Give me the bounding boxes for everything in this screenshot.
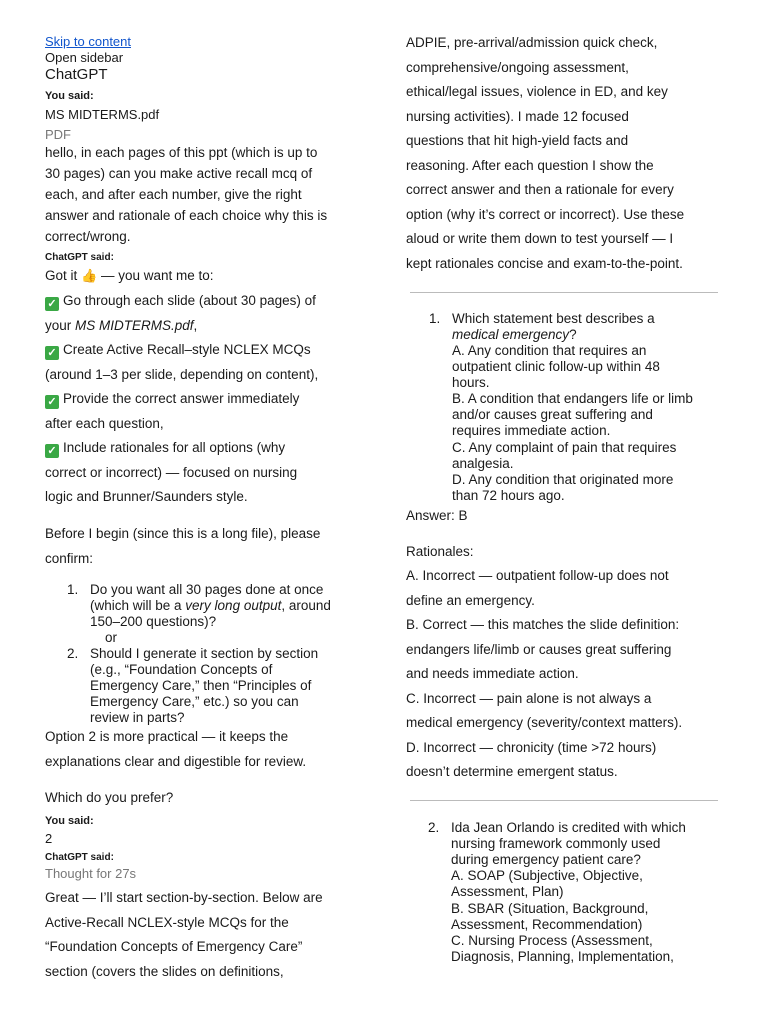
rationale-line: define an emergency. (406, 592, 535, 608)
rationales-label: Rationales: (406, 544, 474, 559)
assistant-intro-text-tail: — you want me to: (97, 268, 214, 283)
question-1-stem: Which statement best describes a (452, 311, 655, 326)
divider (410, 292, 718, 293)
option-2-note (45, 725, 306, 774)
intro-line: kept rationales concise and exam-to-the-point. (406, 255, 683, 271)
question-2-line: nursing framework commonly used (451, 836, 661, 851)
bullet-italic-file: MS MIDTERMS.pdf (75, 317, 194, 333)
intro-line: questions that hit high-yield facts and (406, 133, 629, 148)
user-message-line: hello, in each pages of this ppt (which is up to (45, 145, 318, 160)
before-begin (45, 522, 320, 571)
question-1-option: and/or causes great suffering and (452, 407, 653, 422)
assistant-intro-text: Got it (45, 268, 82, 283)
right-intro (406, 31, 684, 276)
user-message-line: answer and rationale of each choice why this is (45, 208, 328, 223)
bullet-text: Go through each slide (about 30 pages) of (63, 293, 316, 308)
rationale-line: B. Correct — this matches the slide definition: (406, 617, 680, 632)
check-mark-icon: ✓ (45, 444, 59, 458)
bullet-text: , (193, 317, 198, 333)
option-1-italic: very long output (185, 598, 282, 613)
great-line: Great — I’ll start section-by-section. Below are (45, 890, 323, 905)
bullet-item (45, 387, 318, 412)
question-1-option: than 72 hours ago. (452, 488, 565, 503)
option-2-line: Should I generate it section by section (90, 646, 319, 661)
great-line: Active-Recall NCLEX-style MCQs for the (45, 914, 289, 930)
assistant-great (45, 886, 323, 984)
option-1-line (90, 598, 331, 614)
rationale-line: doesn’t determine emergent status. (406, 764, 618, 779)
question-1-option: hours. (452, 375, 490, 390)
question-2-line: B. SBAR (Situation, Background, (451, 901, 649, 916)
intro-line: nursing activities). I made 12 focused (406, 108, 629, 124)
bullet-item-cont (45, 314, 318, 339)
great-line: “Foundation Concepts of Emergency Care” (45, 939, 303, 954)
question-1-italic: medical emergency (452, 327, 570, 342)
option-1-line: Do you want all 30 pages done at once (90, 582, 324, 597)
great-line: section (covers the slides on definitions, (45, 963, 284, 979)
intro-line: ADPIE, pre-arrival/admission quick check, (406, 35, 658, 50)
bullet-item (45, 338, 318, 363)
bullet-text: Create Active Recall–style NCLEX MCQs (63, 342, 311, 357)
user-message-2: 2 (45, 831, 53, 846)
assistant-intro (45, 264, 214, 289)
question-1-option: A. Any condition that requires an (452, 343, 647, 358)
thumbs-up-icon: 👍 (81, 268, 98, 283)
option-2-line: review in parts? (90, 710, 185, 725)
question-2-line: Diagnosis, Planning, Implementation, (451, 949, 674, 964)
bullet-item (45, 436, 318, 461)
intro-line: reasoning. After each question I show the (406, 157, 654, 173)
question-1-option: C. Any complaint of pain that requires (452, 440, 677, 455)
bullet-text: logic and Brunner/Saunders style. (45, 489, 248, 504)
rationale-line: A. Incorrect — outpatient follow-up does not (406, 568, 669, 583)
question-2-line: during emergency patient care? (451, 852, 641, 867)
before-begin-line: confirm: (45, 550, 94, 566)
attachment-type: PDF (45, 127, 71, 142)
intro-line: correct answer and then a rationale for every (406, 182, 674, 197)
intro-line: option (why it’s correct or incorrect). Use these (406, 206, 685, 222)
note-line: explanations clear and digestible for review. (45, 753, 307, 769)
check-mark-icon: ✓ (45, 346, 59, 360)
question-2-line: Assessment, Recommendation) (451, 917, 643, 932)
attachment-name[interactable]: MS MIDTERMS.pdf (45, 107, 160, 122)
you-said-label: You said: (45, 815, 94, 827)
check-mark-icon: ✓ (45, 395, 59, 409)
check-mark-icon: ✓ (45, 297, 59, 311)
intro-line: ethical/legal issues, violence in ED, and key (406, 84, 668, 99)
question-1-text: ? (569, 327, 577, 342)
question-1-stem (452, 327, 577, 343)
bullet-text: Include rationales for all options (why (63, 440, 286, 455)
bullet-list (45, 289, 318, 510)
app-title: ChatGPT (45, 66, 108, 83)
user-message-line: 30 pages) can you make active recall mcq of (45, 166, 313, 181)
question-1-option: requires immediate action. (452, 423, 611, 438)
note-line: Option 2 is more practical — it keeps the (45, 729, 289, 744)
you-said-label: You said: (45, 90, 94, 102)
user-message-line: correct/wrong. (45, 229, 131, 244)
option-2-line: (e.g., “Foundation Concepts of (90, 662, 273, 677)
question-1-option: analgesia. (452, 456, 514, 471)
question-2-line: Ida Jean Orlando is credited with which (451, 820, 686, 835)
option-2-line: Emergency Care,” etc.) so you can (90, 694, 299, 709)
before-begin-line: Before I begin (since this is a long file), please (45, 526, 321, 541)
rationale-line: endangers life/limb or causes great suffering (406, 641, 672, 657)
option-1-text: (which will be a (90, 598, 186, 613)
option-or: or (105, 630, 118, 645)
option-2-number: 2. (67, 646, 79, 661)
user-message-line: each, and after each number, give the right (45, 187, 302, 202)
question-1-option: outpatient clinic follow-up within 48 (452, 359, 660, 374)
skip-to-content-link[interactable]: Skip to content (45, 34, 131, 49)
option-1-text: , around (281, 598, 331, 613)
user-message-1 (45, 142, 327, 247)
question-1-number: 1. (429, 311, 441, 326)
option-1-line: 150–200 questions)? (90, 614, 217, 629)
rationales (406, 564, 682, 785)
question-2-line: A. SOAP (Subjective, Objective, (451, 868, 643, 883)
question-2-line: Assessment, Plan) (451, 884, 564, 899)
rationale-line: medical emergency (severity/context matters). (406, 715, 683, 730)
chatgpt-said-label: ChatGPT said: (45, 252, 114, 263)
bullet-text: correct or incorrect) — focused on nursing (45, 464, 298, 480)
chatgpt-said-label: ChatGPT said: (45, 852, 114, 863)
question-1-option: B. A condition that endangers life or limb (452, 391, 693, 406)
open-sidebar-button[interactable]: Open sidebar (45, 50, 124, 65)
intro-line: comprehensive/ongoing assessment, (406, 59, 629, 75)
question-2-number: 2. (428, 820, 440, 835)
question-1-option: D. Any condition that originated more (452, 472, 674, 487)
rationale-line: and needs immediate action. (406, 666, 579, 681)
option-1-number: 1. (67, 582, 79, 597)
divider (410, 800, 718, 801)
answer: Answer: B (406, 508, 468, 523)
bullet-text: Provide the correct answer immediately (63, 391, 300, 406)
which-prefer: Which do you prefer? (45, 790, 174, 805)
bullet-item (45, 289, 318, 314)
intro-line: aloud or write them down to test yourself — I (406, 231, 674, 246)
bullet-text: (around 1–3 per slide, depending on content), (45, 366, 319, 382)
bullet-text: your (45, 317, 76, 333)
option-2-line: Emergency Care,” then “Principles of (90, 678, 312, 693)
bullet-text: after each question, (45, 415, 164, 431)
question-2-line: C. Nursing Process (Assessment, (451, 933, 653, 948)
thought-duration[interactable]: Thought for 27s (45, 866, 137, 881)
rationale-line: C. Incorrect — pain alone is not always a (406, 690, 652, 706)
rationale-line: D. Incorrect — chronicity (time >72 hours) (406, 739, 657, 755)
